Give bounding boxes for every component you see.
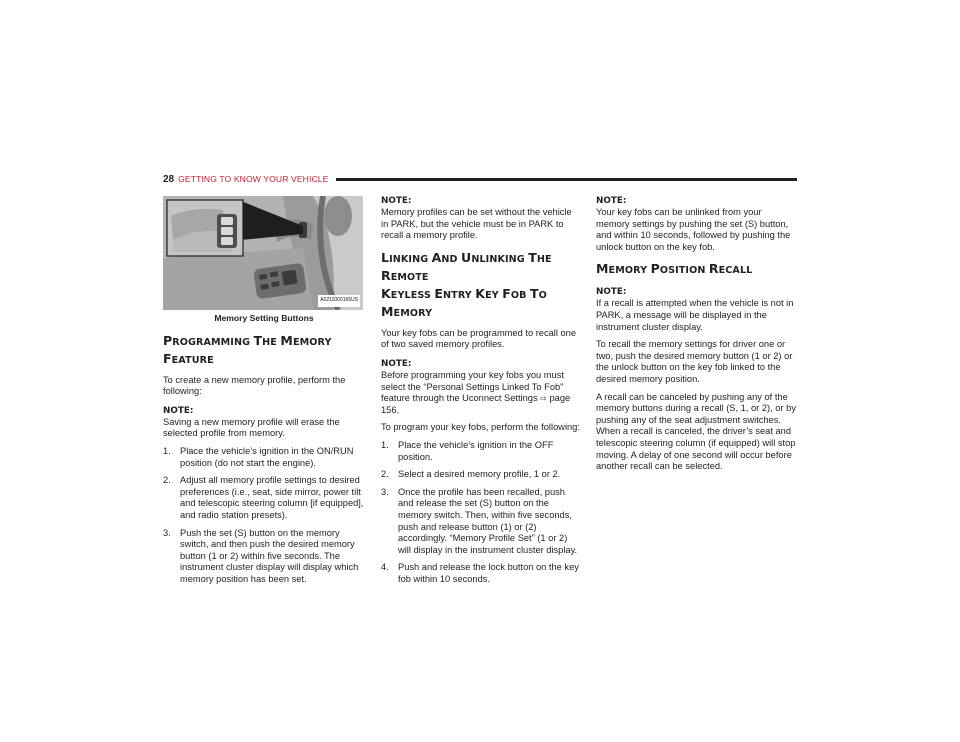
figure-caption: Memory Setting Buttons	[214, 313, 314, 323]
recall-paragraph: To recall the memory settings for driver one or two, push the desired memory button (1 or 2) or the unlock button on the key fob linked to the desired memory position.	[596, 339, 793, 384]
heading-memory-recall: MEMORY POSITION RECALL	[596, 261, 753, 277]
header-rule	[336, 178, 797, 181]
heading-linking-key-fob: LINKING AND UNLINKING THE REMOTE KEYLESS ENTRY KEY FOB TO MEMORY	[381, 249, 552, 319]
list-item: 3. Once the profile has been recalled, push and release the set (S) button on the memory switch. Then, within five seconds, push and release button (1) or (2) accordingly. “Memory Profile Set” (1 or 2) will display in the instrument cluster display.	[381, 486, 578, 555]
note-text: Your key fobs can be unlinked from your memory settings by pushing the set (S) button, and within 10 seconds, followed by pushing the unlock button on the key fob.	[596, 207, 791, 252]
list-item: 2. Adjust all memory profile settings to desired preferences (i.e., seat, side mirror, power tilt and telescopic steering column [if equipped], and radio station presets).	[163, 475, 364, 520]
section-title: GETTING TO KNOW YOUR VEHICLE	[178, 174, 329, 184]
page-header	[163, 172, 797, 186]
column-2	[381, 196, 581, 591]
note-text: Memory profiles can be set without the vehicle in PARK, but the vehicle must be in PARK to recall a memory profile.	[381, 207, 572, 241]
note-text: If a recall is attempted when the vehicle is not in PARK, a message will be displayed in the instrument cluster display.	[596, 298, 794, 332]
note-text: Saving a new memory profile will erase the selected profile from memory.	[163, 416, 340, 439]
list-item: 3. Push the set (S) button on the memory switch, and then push the desired memory button (1 or 2) within five seconds. The instrument cluster display will display which memory position has been set.	[163, 527, 359, 584]
figure-code: A0211000165US	[318, 295, 360, 307]
note-label: NOTE:	[596, 287, 627, 298]
note-text: Before programming your key fobs you must select the “Personal Settings Linked To Fob” feature through the Uconnect Settings ⇨ page 156.	[381, 369, 571, 415]
page-ref-arrow-icon: ⇨	[540, 394, 547, 404]
program-intro: To program your key fobs, perform the following:	[381, 422, 580, 433]
programming-steps	[163, 446, 365, 586]
heading-programming-memory: PROGRAMMING THE MEMORY FEATURE	[163, 332, 332, 366]
note-label: NOTE:	[163, 405, 194, 416]
door-panel-illustration	[163, 196, 363, 310]
key-fob-steps	[381, 440, 581, 586]
memory-buttons-figure	[163, 196, 363, 310]
cancel-paragraph: A recall can be canceled by pushing any of the memory buttons during a recall (S, 1, or 2), or by pushing any of the seat adjustment switches. When a recall is canceled, the driver’s seat and telescopic steering column (if equipped) will stop moving. A delay of one second will occur before another recall can be selected.	[596, 391, 796, 472]
list-item: 4. Push and release the lock button on the key fob within 10 seconds.	[381, 562, 579, 584]
note-label: NOTE:	[381, 196, 412, 206]
programming-intro: To create a new memory profile, perform the following:	[163, 374, 346, 397]
note-label: NOTE:	[381, 358, 412, 369]
column-3	[596, 196, 796, 479]
linking-intro: Your key fobs can be programmed to recall one of two saved memory profiles.	[381, 327, 577, 350]
page-reference-link[interactable]: page 156.	[381, 393, 571, 415]
list-item: 1. Place the vehicle’s ignition in the ON/RUN position (do not start the engine).	[163, 445, 354, 468]
list-item: 2. Select a desired memory profile, 1 or 2.	[381, 469, 561, 480]
note-label: NOTE:	[596, 196, 627, 206]
column-1	[163, 196, 365, 592]
list-item: 1. Place the vehicle’s ignition in the OFF position.	[381, 439, 554, 462]
page-number: 28	[163, 173, 175, 185]
